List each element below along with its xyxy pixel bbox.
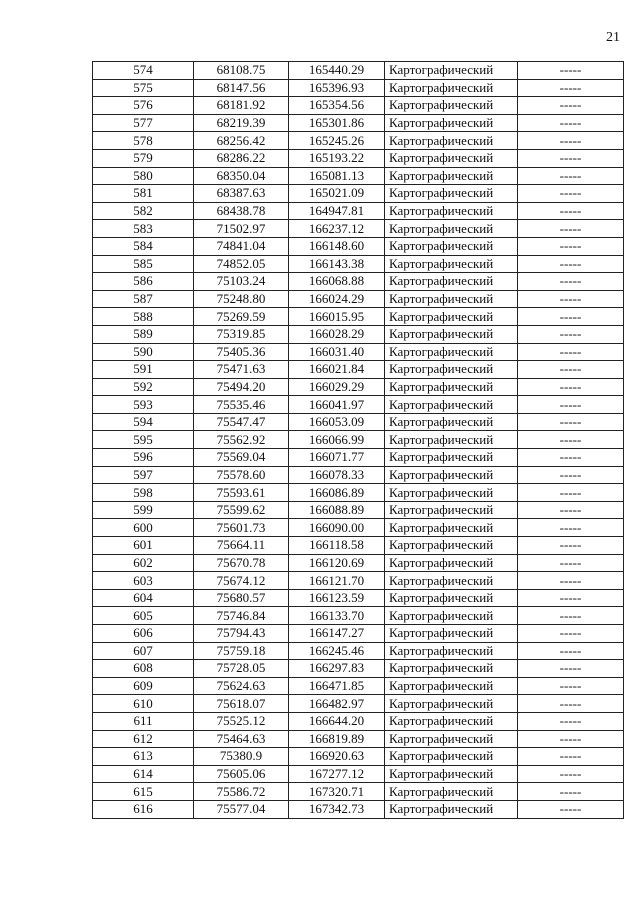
method-cell: Картографический <box>385 660 518 678</box>
y-coordinate-cell: 166471.85 <box>289 677 385 695</box>
point-number-cell: 581 <box>93 185 194 203</box>
y-coordinate-cell: 166245.46 <box>289 642 385 660</box>
y-coordinate-cell: 165354.56 <box>289 97 385 115</box>
x-coordinate-cell: 75525.12 <box>194 712 289 730</box>
method-cell: Картографический <box>385 712 518 730</box>
point-number-cell: 598 <box>93 484 194 502</box>
table-row <box>93 308 624 326</box>
dash-cell: ----- <box>518 378 624 396</box>
y-coordinate-cell: 166028.29 <box>289 325 385 343</box>
y-coordinate-cell: 166078.33 <box>289 466 385 484</box>
point-number-cell: 582 <box>93 202 194 220</box>
dash-cell: ----- <box>518 149 624 167</box>
table-row <box>93 800 624 818</box>
dash-cell: ----- <box>518 466 624 484</box>
y-coordinate-cell: 166143.38 <box>289 255 385 273</box>
table-row <box>93 572 624 590</box>
method-cell: Картографический <box>385 114 518 132</box>
dash-cell: ----- <box>518 572 624 590</box>
table-row <box>93 167 624 185</box>
x-coordinate-cell: 74852.05 <box>194 255 289 273</box>
point-number-cell: 590 <box>93 343 194 361</box>
method-cell: Картографический <box>385 343 518 361</box>
x-coordinate-cell: 75103.24 <box>194 273 289 291</box>
x-coordinate-cell: 75680.57 <box>194 589 289 607</box>
x-coordinate-cell: 75319.85 <box>194 325 289 343</box>
x-coordinate-cell: 68147.56 <box>194 79 289 97</box>
x-coordinate-cell: 75578.60 <box>194 466 289 484</box>
point-number-cell: 586 <box>93 273 194 291</box>
x-coordinate-cell: 75547.47 <box>194 413 289 431</box>
table-row <box>93 413 624 431</box>
x-coordinate-cell: 74841.04 <box>194 237 289 255</box>
y-coordinate-cell: 166819.89 <box>289 730 385 748</box>
point-number-cell: 599 <box>93 501 194 519</box>
x-coordinate-cell: 75605.06 <box>194 765 289 783</box>
x-coordinate-cell: 68256.42 <box>194 132 289 150</box>
point-number-cell: 591 <box>93 361 194 379</box>
x-coordinate-cell: 75535.46 <box>194 396 289 414</box>
y-coordinate-cell: 166148.60 <box>289 237 385 255</box>
method-cell: Картографический <box>385 607 518 625</box>
dash-cell: ----- <box>518 449 624 467</box>
point-number-cell: 606 <box>93 625 194 643</box>
x-coordinate-cell: 75670.78 <box>194 554 289 572</box>
x-coordinate-cell: 71502.97 <box>194 220 289 238</box>
dash-cell: ----- <box>518 712 624 730</box>
dash-cell: ----- <box>518 677 624 695</box>
method-cell: Картографический <box>385 185 518 203</box>
y-coordinate-cell: 166920.63 <box>289 748 385 766</box>
method-cell: Картографический <box>385 519 518 537</box>
dash-cell: ----- <box>518 765 624 783</box>
x-coordinate-cell: 75674.12 <box>194 572 289 590</box>
point-number-cell: 613 <box>93 748 194 766</box>
y-coordinate-cell: 166031.40 <box>289 343 385 361</box>
dash-cell: ----- <box>518 695 624 713</box>
dash-cell: ----- <box>518 554 624 572</box>
table-row <box>93 79 624 97</box>
y-coordinate-cell: 167320.71 <box>289 783 385 801</box>
dash-cell: ----- <box>518 255 624 273</box>
dash-cell: ----- <box>518 800 624 818</box>
dash-cell: ----- <box>518 167 624 185</box>
x-coordinate-cell: 75569.04 <box>194 449 289 467</box>
x-coordinate-cell: 75664.11 <box>194 537 289 555</box>
dash-cell: ----- <box>518 62 624 80</box>
dash-cell: ----- <box>518 308 624 326</box>
point-number-cell: 609 <box>93 677 194 695</box>
dash-cell: ----- <box>518 325 624 343</box>
dash-cell: ----- <box>518 413 624 431</box>
y-coordinate-cell: 166090.00 <box>289 519 385 537</box>
method-cell: Картографический <box>385 220 518 238</box>
dash-cell: ----- <box>518 132 624 150</box>
method-cell: Картографический <box>385 308 518 326</box>
table-row <box>93 290 624 308</box>
table-row <box>93 97 624 115</box>
method-cell: Картографический <box>385 290 518 308</box>
method-cell: Картографический <box>385 325 518 343</box>
x-coordinate-cell: 75728.05 <box>194 660 289 678</box>
y-coordinate-cell: 166053.09 <box>289 413 385 431</box>
method-cell: Картографический <box>385 783 518 801</box>
y-coordinate-cell: 166021.84 <box>289 361 385 379</box>
point-number-cell: 575 <box>93 79 194 97</box>
point-number-cell: 594 <box>93 413 194 431</box>
x-coordinate-cell: 75746.84 <box>194 607 289 625</box>
dash-cell: ----- <box>518 519 624 537</box>
table-body <box>93 62 624 819</box>
point-number-cell: 608 <box>93 660 194 678</box>
table-row <box>93 765 624 783</box>
point-number-cell: 580 <box>93 167 194 185</box>
page-number: 21 <box>606 30 620 45</box>
table-row <box>93 114 624 132</box>
point-number-cell: 588 <box>93 308 194 326</box>
y-coordinate-cell: 165396.93 <box>289 79 385 97</box>
y-coordinate-cell: 166133.70 <box>289 607 385 625</box>
method-cell: Картографический <box>385 378 518 396</box>
dash-cell: ----- <box>518 431 624 449</box>
method-cell: Картографический <box>385 149 518 167</box>
table-row <box>93 255 624 273</box>
x-coordinate-cell: 75494.20 <box>194 378 289 396</box>
y-coordinate-cell: 165081.13 <box>289 167 385 185</box>
x-coordinate-cell: 75471.63 <box>194 361 289 379</box>
x-coordinate-cell: 75562.92 <box>194 431 289 449</box>
table-row <box>93 625 624 643</box>
point-number-cell: 577 <box>93 114 194 132</box>
x-coordinate-cell: 68181.92 <box>194 97 289 115</box>
point-number-cell: 576 <box>93 97 194 115</box>
x-coordinate-cell: 68219.39 <box>194 114 289 132</box>
method-cell: Картографический <box>385 572 518 590</box>
table-row <box>93 449 624 467</box>
dash-cell: ----- <box>518 361 624 379</box>
table-row <box>93 660 624 678</box>
dash-cell: ----- <box>518 97 624 115</box>
method-cell: Картографический <box>385 361 518 379</box>
table-row <box>93 220 624 238</box>
point-number-cell: 587 <box>93 290 194 308</box>
y-coordinate-cell: 166015.95 <box>289 308 385 326</box>
method-cell: Картографический <box>385 642 518 660</box>
y-coordinate-cell: 166482.97 <box>289 695 385 713</box>
point-number-cell: 615 <box>93 783 194 801</box>
table-row <box>93 589 624 607</box>
dash-cell: ----- <box>518 501 624 519</box>
y-coordinate-cell: 166088.89 <box>289 501 385 519</box>
dash-cell: ----- <box>518 748 624 766</box>
x-coordinate-cell: 68108.75 <box>194 62 289 80</box>
table-row <box>93 519 624 537</box>
point-number-cell: 607 <box>93 642 194 660</box>
x-coordinate-cell: 68387.63 <box>194 185 289 203</box>
table-row <box>93 466 624 484</box>
table-row <box>93 431 624 449</box>
dash-cell: ----- <box>518 730 624 748</box>
x-coordinate-cell: 75464.63 <box>194 730 289 748</box>
x-coordinate-cell: 75593.61 <box>194 484 289 502</box>
method-cell: Картографический <box>385 273 518 291</box>
method-cell: Картографический <box>385 202 518 220</box>
x-coordinate-cell: 75624.63 <box>194 677 289 695</box>
point-number-cell: 578 <box>93 132 194 150</box>
x-coordinate-cell: 75380.9 <box>194 748 289 766</box>
coordinates-table <box>92 61 624 819</box>
dash-cell: ----- <box>518 343 624 361</box>
method-cell: Картографический <box>385 431 518 449</box>
table-row <box>93 783 624 801</box>
x-coordinate-cell: 75759.18 <box>194 642 289 660</box>
table-row <box>93 361 624 379</box>
y-coordinate-cell: 166071.77 <box>289 449 385 467</box>
table-row <box>93 537 624 555</box>
method-cell: Картографический <box>385 449 518 467</box>
point-number-cell: 604 <box>93 589 194 607</box>
table-row <box>93 202 624 220</box>
dash-cell: ----- <box>518 783 624 801</box>
table-row <box>93 396 624 414</box>
x-coordinate-cell: 75599.62 <box>194 501 289 519</box>
point-number-cell: 605 <box>93 607 194 625</box>
method-cell: Картографический <box>385 396 518 414</box>
y-coordinate-cell: 166068.88 <box>289 273 385 291</box>
method-cell: Картографический <box>385 695 518 713</box>
method-cell: Картографический <box>385 730 518 748</box>
table-row <box>93 730 624 748</box>
dash-cell: ----- <box>518 484 624 502</box>
method-cell: Картографический <box>385 484 518 502</box>
method-cell: Картографический <box>385 466 518 484</box>
x-coordinate-cell: 68350.04 <box>194 167 289 185</box>
dash-cell: ----- <box>518 537 624 555</box>
x-coordinate-cell: 75577.04 <box>194 800 289 818</box>
y-coordinate-cell: 166147.27 <box>289 625 385 643</box>
method-cell: Картографический <box>385 625 518 643</box>
table-row <box>93 695 624 713</box>
y-coordinate-cell: 166118.58 <box>289 537 385 555</box>
point-number-cell: 584 <box>93 237 194 255</box>
x-coordinate-cell: 68438.78 <box>194 202 289 220</box>
dash-cell: ----- <box>518 589 624 607</box>
y-coordinate-cell: 166041.97 <box>289 396 385 414</box>
x-coordinate-cell: 68286.22 <box>194 149 289 167</box>
x-coordinate-cell: 75405.36 <box>194 343 289 361</box>
x-coordinate-cell: 75601.73 <box>194 519 289 537</box>
point-number-cell: 596 <box>93 449 194 467</box>
table-row <box>93 325 624 343</box>
point-number-cell: 597 <box>93 466 194 484</box>
method-cell: Картографический <box>385 413 518 431</box>
point-number-cell: 612 <box>93 730 194 748</box>
y-coordinate-cell: 166123.59 <box>289 589 385 607</box>
x-coordinate-cell: 75586.72 <box>194 783 289 801</box>
y-coordinate-cell: 165301.86 <box>289 114 385 132</box>
table-row <box>93 378 624 396</box>
dash-cell: ----- <box>518 642 624 660</box>
y-coordinate-cell: 166066.99 <box>289 431 385 449</box>
table-row <box>93 484 624 502</box>
y-coordinate-cell: 166297.83 <box>289 660 385 678</box>
dash-cell: ----- <box>518 625 624 643</box>
x-coordinate-cell: 75618.07 <box>194 695 289 713</box>
table-row <box>93 712 624 730</box>
table-row <box>93 554 624 572</box>
dash-cell: ----- <box>518 114 624 132</box>
y-coordinate-cell: 167277.12 <box>289 765 385 783</box>
point-number-cell: 579 <box>93 149 194 167</box>
table-row <box>93 237 624 255</box>
table-row <box>93 748 624 766</box>
table-row <box>93 607 624 625</box>
table-row <box>93 642 624 660</box>
table-row <box>93 273 624 291</box>
point-number-cell: 601 <box>93 537 194 555</box>
dash-cell: ----- <box>518 237 624 255</box>
table-row <box>93 62 624 80</box>
method-cell: Картографический <box>385 167 518 185</box>
dash-cell: ----- <box>518 79 624 97</box>
point-number-cell: 592 <box>93 378 194 396</box>
y-coordinate-cell: 165193.22 <box>289 149 385 167</box>
y-coordinate-cell: 167342.73 <box>289 800 385 818</box>
y-coordinate-cell: 165440.29 <box>289 62 385 80</box>
point-number-cell: 600 <box>93 519 194 537</box>
method-cell: Картографический <box>385 537 518 555</box>
y-coordinate-cell: 166121.70 <box>289 572 385 590</box>
y-coordinate-cell: 166086.89 <box>289 484 385 502</box>
y-coordinate-cell: 166029.29 <box>289 378 385 396</box>
dash-cell: ----- <box>518 220 624 238</box>
table-row <box>93 677 624 695</box>
y-coordinate-cell: 166024.29 <box>289 290 385 308</box>
point-number-cell: 589 <box>93 325 194 343</box>
method-cell: Картографический <box>385 237 518 255</box>
method-cell: Картографический <box>385 677 518 695</box>
dash-cell: ----- <box>518 660 624 678</box>
dash-cell: ----- <box>518 396 624 414</box>
point-number-cell: 583 <box>93 220 194 238</box>
dash-cell: ----- <box>518 202 624 220</box>
y-coordinate-cell: 166237.12 <box>289 220 385 238</box>
method-cell: Картографический <box>385 79 518 97</box>
table-row <box>93 149 624 167</box>
method-cell: Картографический <box>385 132 518 150</box>
dash-cell: ----- <box>518 273 624 291</box>
method-cell: Картографический <box>385 589 518 607</box>
point-number-cell: 611 <box>93 712 194 730</box>
method-cell: Картографический <box>385 62 518 80</box>
dash-cell: ----- <box>518 290 624 308</box>
x-coordinate-cell: 75794.43 <box>194 625 289 643</box>
point-number-cell: 614 <box>93 765 194 783</box>
method-cell: Картографический <box>385 765 518 783</box>
y-coordinate-cell: 166120.69 <box>289 554 385 572</box>
y-coordinate-cell: 166644.20 <box>289 712 385 730</box>
point-number-cell: 616 <box>93 800 194 818</box>
y-coordinate-cell: 165245.26 <box>289 132 385 150</box>
point-number-cell: 585 <box>93 255 194 273</box>
dash-cell: ----- <box>518 607 624 625</box>
table-row <box>93 185 624 203</box>
dash-cell: ----- <box>518 185 624 203</box>
point-number-cell: 610 <box>93 695 194 713</box>
point-number-cell: 602 <box>93 554 194 572</box>
table-row <box>93 343 624 361</box>
method-cell: Картографический <box>385 255 518 273</box>
x-coordinate-cell: 75248.80 <box>194 290 289 308</box>
point-number-cell: 574 <box>93 62 194 80</box>
method-cell: Картографический <box>385 501 518 519</box>
table-row <box>93 501 624 519</box>
point-number-cell: 593 <box>93 396 194 414</box>
method-cell: Картографический <box>385 97 518 115</box>
method-cell: Картографический <box>385 800 518 818</box>
table-row <box>93 132 624 150</box>
x-coordinate-cell: 75269.59 <box>194 308 289 326</box>
point-number-cell: 595 <box>93 431 194 449</box>
point-number-cell: 603 <box>93 572 194 590</box>
y-coordinate-cell: 165021.09 <box>289 185 385 203</box>
method-cell: Картографический <box>385 748 518 766</box>
method-cell: Картографический <box>385 554 518 572</box>
y-coordinate-cell: 164947.81 <box>289 202 385 220</box>
